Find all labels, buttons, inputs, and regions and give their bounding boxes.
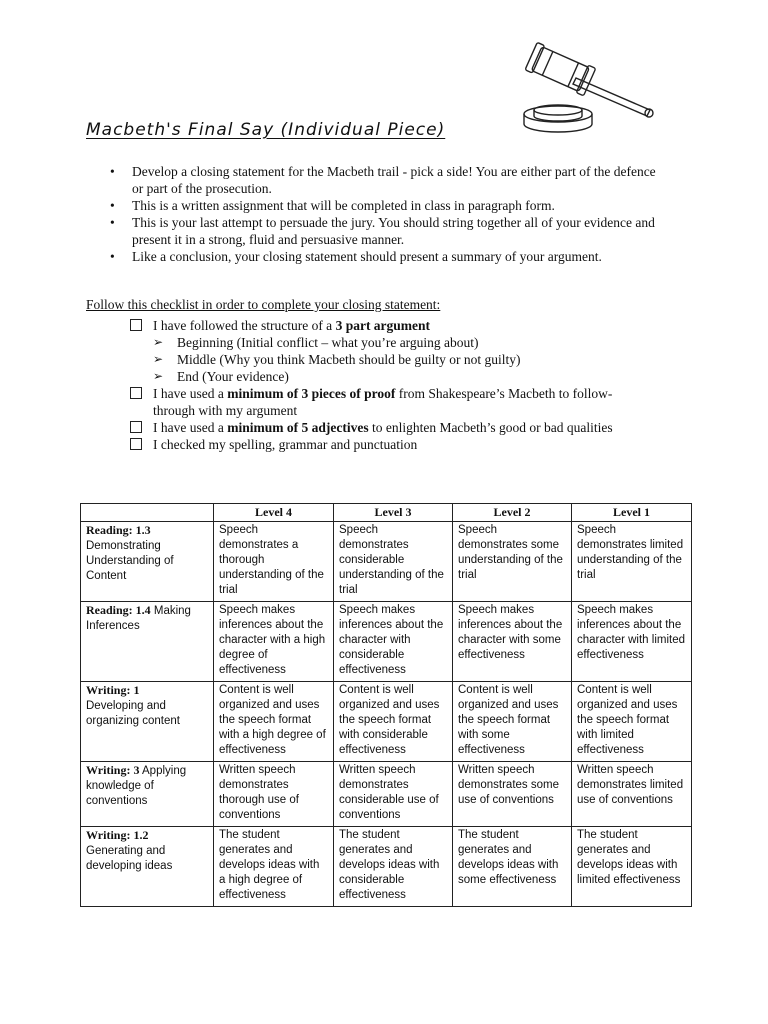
column-header: Level 4 — [214, 504, 334, 522]
table-cell: Speech demonstrates limited understanding of the trial — [572, 522, 692, 602]
list-item: • This is a written assignment that will be completed in class in paragraph form. — [110, 197, 670, 214]
checklist-subitem: ➢ Middle (Why you think Macbeth should be guilty or not guilty) — [153, 352, 521, 367]
table-cell: Speech makes inferences about the character with limited effectiveness — [572, 602, 692, 682]
table-header-row — [81, 504, 692, 522]
table-cell: Content is well organized and uses the speech format with considerable effectiveness — [334, 682, 453, 762]
checkbox[interactable] — [130, 387, 142, 399]
table-cell: The student generates and develops ideas with a high degree of effectiveness — [214, 827, 334, 907]
table-cell: Speech makes inferences about the character with some effectiveness — [453, 602, 572, 682]
criterion-cell: Writing: 1.2 Generating and developing ideas — [81, 827, 214, 907]
checklist-subitem: ➢ End (Your evidence) — [153, 369, 289, 384]
table-cell: Written speech demonstrates limited use of conventions — [572, 762, 692, 827]
checklist-item: I have used a minimum of 3 pieces of proof from Shakespeare’s Macbeth to follow-through with my argument — [130, 385, 650, 419]
table-cell: Written speech demonstrates some use of conventions — [453, 762, 572, 827]
table-cell: The student generates and develops ideas with limited effectiveness — [572, 827, 692, 907]
rubric-table — [80, 503, 692, 907]
table-row — [81, 522, 692, 602]
table-cell: Speech demonstrates considerable understanding of the trial — [334, 522, 453, 602]
checklist-item: I checked my spelling, grammar and punctuation — [130, 436, 650, 453]
table-cell: Speech demonstrates some understanding of the trial — [453, 522, 572, 602]
table-row — [81, 602, 692, 682]
column-header — [81, 504, 214, 522]
table-cell: Speech demonstrates a thorough understanding of the trial — [214, 522, 334, 602]
page-title: Macbeth's Final Say (Individual Piece) — [86, 120, 446, 140]
list-item: • Develop a closing statement for the Macbeth trail - pick a side! You are either part of the defence or part of the prosecution. — [110, 163, 670, 197]
arrow-bullet-icon: ➢ — [153, 352, 164, 366]
table-cell: Content is well organized and uses the speech format with limited effectiveness — [572, 682, 692, 762]
table-cell: Content is well organized and uses the speech format with a high degree of effectiveness — [214, 682, 334, 762]
table-cell: Written speech demonstrates considerable use of conventions — [334, 762, 453, 827]
checklist — [130, 317, 650, 453]
table-row — [81, 762, 692, 827]
criterion-cell: Reading: 1.3 Demonstrating Understanding of Content — [81, 522, 214, 602]
arrow-bullet-icon: ➢ — [153, 335, 164, 349]
table-row — [81, 682, 692, 762]
list-item: • This is your last attempt to persuade the jury. You should string together all of your evidence and present it in a strong, fluid and persuasive manner. — [110, 214, 670, 248]
column-header: Level 3 — [334, 504, 453, 522]
table-cell: Written speech demonstrates thorough use of conventions — [214, 762, 334, 827]
checklist-subitem: ➢ Beginning (Initial conflict – what you’re arguing about) — [153, 335, 479, 350]
criterion-cell: Reading: 1.4 Making Inferences — [81, 602, 214, 682]
table-cell: The student generates and develops ideas with some effectiveness — [453, 827, 572, 907]
table-cell: Content is well organized and uses the speech format with some effectiveness — [453, 682, 572, 762]
arrow-bullet-icon: ➢ — [153, 369, 164, 383]
checklist-item: I have used a minimum of 5 adjectives to enlighten Macbeth’s good or bad qualities — [130, 419, 650, 436]
checkbox[interactable] — [130, 421, 142, 433]
list-item: • Like a conclusion, your closing statement should present a summary of your argument. — [110, 248, 670, 265]
checkbox[interactable] — [130, 319, 142, 331]
table-row — [81, 827, 692, 907]
criterion-cell: Writing: 3 Applying knowledge of conventions — [81, 762, 214, 827]
checklist-heading: Follow this checklist in order to complete your closing statement: — [86, 297, 441, 312]
checklist-item: I have followed the structure of a 3 part argument — [130, 317, 650, 334]
table-cell: Speech makes inferences about the character with a high degree of effectiveness — [214, 602, 334, 682]
table-cell: The student generates and develops ideas with considerable effectiveness — [334, 827, 453, 907]
column-header: Level 2 — [453, 504, 572, 522]
checkbox[interactable] — [130, 438, 142, 450]
column-header: Level 1 — [572, 504, 692, 522]
gavel-icon — [520, 38, 660, 142]
table-cell: Speech makes inferences about the character with considerable effectiveness — [334, 602, 453, 682]
instructions-list — [110, 163, 670, 265]
criterion-cell: Writing: 1 Developing and organizing content — [81, 682, 214, 762]
